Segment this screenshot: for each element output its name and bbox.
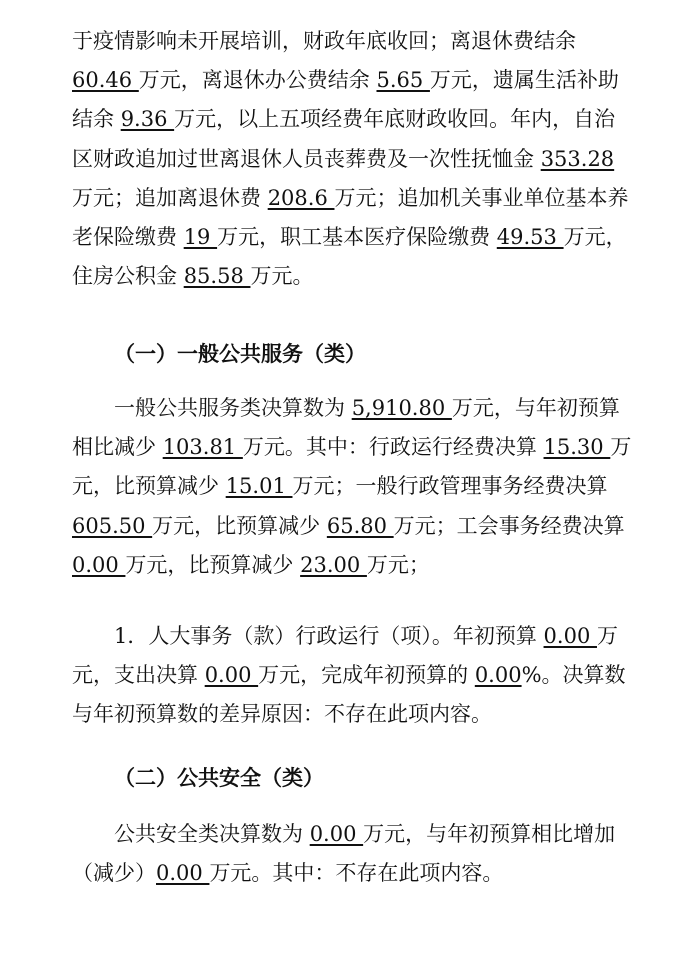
text-segment: 万元，职工基本医疗保险缴费 xyxy=(217,225,497,250)
underlined-amount: 0.00 xyxy=(309,822,364,846)
underlined-amount: 605.50 xyxy=(72,513,153,538)
underlined-amount: 19 xyxy=(183,225,218,250)
text-segment: 万元，住房公积金 xyxy=(72,225,627,289)
text-segment: 万元；一般行政管理事务经费决算 xyxy=(292,474,608,499)
underlined-amount: 353.28 xyxy=(540,146,615,171)
heading-general-public-services: （一）一般公共服务（类） xyxy=(114,341,366,366)
underlined-amount: 23.00 xyxy=(300,552,367,577)
underlined-amount: 65.80 xyxy=(326,513,394,538)
underlined-amount: 5,910.80 xyxy=(351,396,452,420)
text-segment: 万元。 xyxy=(250,264,314,289)
text-segment: %。决算数与年初预算数的差异原因：不存在此项内容。 xyxy=(72,663,626,727)
underlined-amount: 9.36 xyxy=(120,107,175,132)
text-segment: 万元，离退休办公费结余 xyxy=(138,68,377,93)
paragraph-public-security xyxy=(72,815,632,893)
text-segment: 万元，完成年初预算的 xyxy=(258,663,475,688)
underlined-amount: 0.00 xyxy=(543,624,597,648)
underlined-amount: 15.30 xyxy=(543,435,611,460)
text-segment: 万元，遗属生活补助结余 xyxy=(72,68,619,132)
heading-public-security: （二）公共安全（类） xyxy=(114,765,324,790)
text-segment: 万元。其中：不存在此项内容。 xyxy=(209,861,504,886)
text-segment: 公共安全类决算数为 xyxy=(72,822,310,846)
underlined-amount: 15.01 xyxy=(225,474,293,499)
underlined-amount: 0.00 xyxy=(72,552,126,577)
text-segment: 万元。其中：行政运行经费决算 xyxy=(242,435,544,460)
underlined-amount: 103.81 xyxy=(162,435,243,460)
underlined-amount: 208.6 xyxy=(267,185,335,210)
text-segment: 万元，比预算减少 xyxy=(125,552,301,577)
text-segment: 1．人大事务（款）行政运行（项）。年初预算 xyxy=(72,624,544,648)
underlined-amount: 0.00 xyxy=(204,663,259,688)
underlined-amount: 85.58 xyxy=(183,264,251,289)
text-segment: 万元，与年初预算相比减少 xyxy=(72,396,620,460)
underlined-amount: 0.00 xyxy=(156,861,210,886)
paragraph-npc-affairs xyxy=(72,617,632,735)
underlined-amount: 49.53 xyxy=(496,225,564,250)
text-segment: 万元；追加离退休费 xyxy=(72,185,268,210)
text-segment: 万元； xyxy=(366,552,430,577)
underlined-amount: 0.00 xyxy=(474,663,522,688)
underlined-amount: 60.46 xyxy=(72,68,139,93)
text-segment: 万元，支出决算 xyxy=(72,624,618,688)
text-segment: 万元，比预算减少 xyxy=(152,513,327,538)
text-segment: 万元；工会事务经费决算 xyxy=(393,513,625,538)
paragraph-general-public-services xyxy=(72,389,632,585)
text-segment: 万元，比预算减少 xyxy=(72,435,632,499)
text-segment: 于疫情影响未开展培训，财政年底收回；离退休费结余 xyxy=(72,29,576,53)
text-segment: 万元，以上五项经费年底财政收回。年内，自治区财政追加过世离退休人员丧葬费及一次性抚恤金 xyxy=(72,107,616,171)
text-segment: 万元，与年初预算相比增加（减少） xyxy=(72,822,616,886)
text-segment: 一般公共服务类决算数为 xyxy=(72,396,352,420)
paragraph-retirement-funds xyxy=(72,22,632,296)
text-segment: 万元；追加机关事业单位基本养老保险缴费 xyxy=(72,185,629,250)
underlined-amount: 5.65 xyxy=(376,68,430,93)
